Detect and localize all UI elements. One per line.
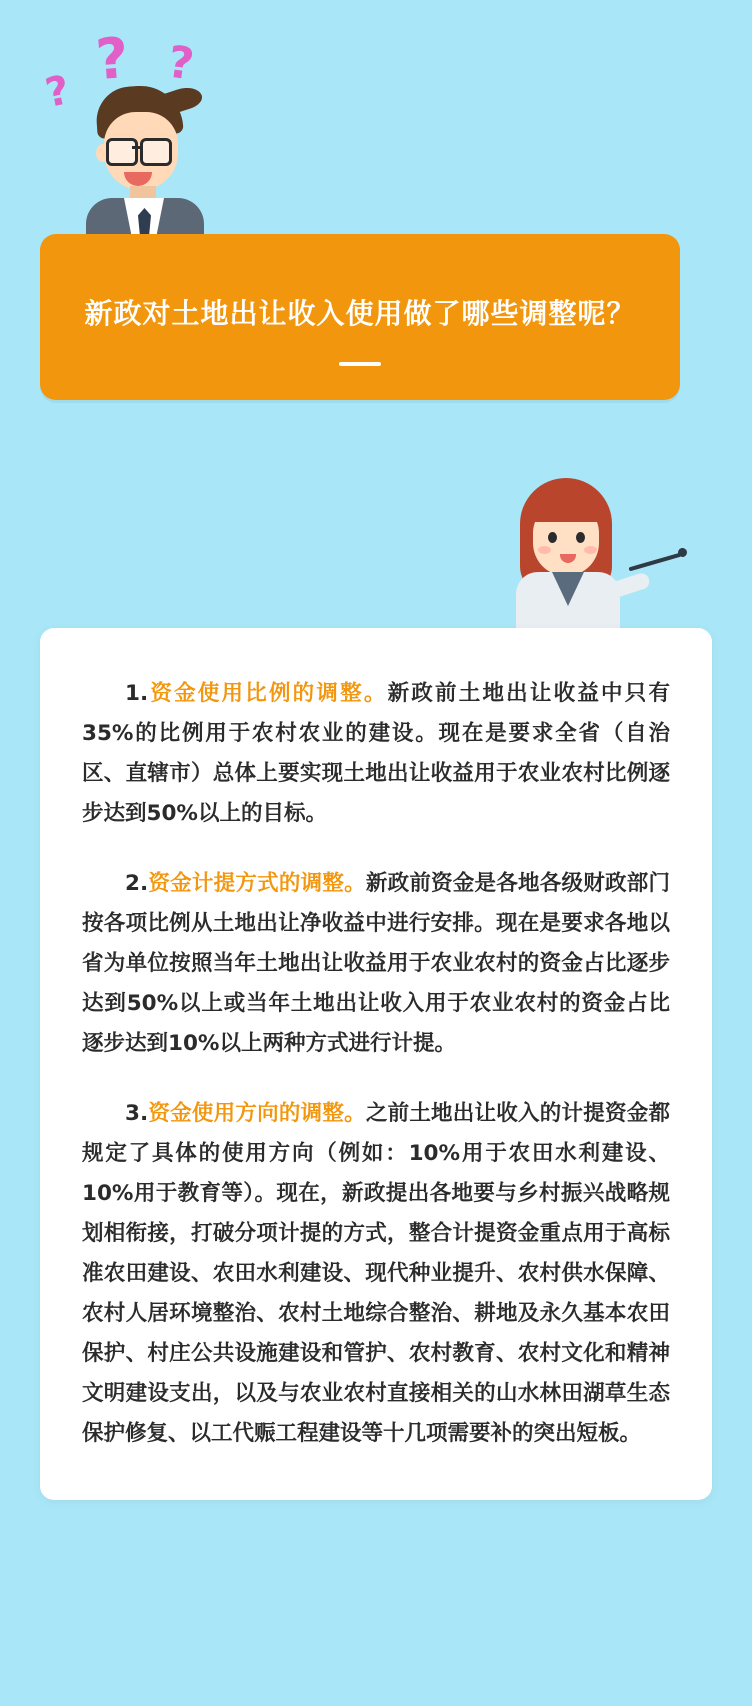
question-mark-icon: ?	[41, 67, 74, 117]
paragraph-2-body: 新政前资金是各地各级财政部门按各项比例从土地出让净收益中进行安排。现在是要求各地以省为单位按照当年土地出让收益用于农业农村的资金占比逐步达到50%以上或当年土地出让收入用于农业农村的资金占比逐步达到10%以上两种方式进行计提。	[82, 871, 670, 1056]
pointer-stick-icon	[628, 553, 681, 572]
eye-left-shape	[548, 532, 557, 543]
woman-teacher-illustration	[500, 478, 670, 628]
paragraph-3-number: 3.	[125, 1101, 149, 1126]
eye-right-shape	[576, 532, 585, 543]
glasses-right-lens-icon	[140, 138, 172, 166]
blush-left-shape	[538, 546, 551, 554]
paragraph-3-heading: 资金使用方向的调整。	[148, 1101, 366, 1126]
content-card	[40, 628, 712, 1500]
paragraph-1-heading: 资金使用比例的调整。	[148, 681, 388, 706]
title-underline-divider	[339, 362, 381, 366]
content-card-body	[82, 674, 670, 1454]
paragraph-2-heading: 资金计提方式的调整。	[148, 871, 366, 896]
hair-tuft-shape	[163, 83, 204, 115]
man-character-illustration	[78, 86, 218, 246]
glasses-left-lens-icon	[106, 138, 138, 166]
paragraph-2-number: 2.	[125, 871, 149, 896]
paragraph-1-number: 1.	[125, 681, 149, 706]
headline-banner	[40, 234, 680, 400]
paragraph-2	[82, 864, 670, 1064]
page-title: 新政对土地出让收入使用做了哪些调整呢？	[84, 297, 636, 330]
paragraph-3-body: 之前土地出让收入的计提资金都规定了具体的使用方向（例如：10%用于农田水利建设、10%用于教育等）。现在，新政提出各地要与乡村振兴战略规划相衔接，打破分项计提的方式，整合计提资金重点用于高标准农田建设、农田水利建设、现代种业提升、农村供水保障、农村人居环境整治、农村土地综合整治、耕地及永久基本农田保护、村庄公共设施建设和管护、农村教育、农村文化和精神文明建设支出，以及与农业农村直接相关的山水林田湖草生态保护修复、以工代赈工程建设等十几项需要补的突出短板。	[82, 1101, 670, 1446]
question-mark-icon: ?	[164, 36, 198, 91]
paragraph-1	[82, 674, 670, 834]
blush-right-shape	[584, 546, 597, 554]
question-mark-icon: ?	[93, 25, 131, 94]
hair-fringe-shape	[526, 490, 606, 522]
glasses-bridge-icon	[132, 146, 140, 149]
paragraph-3	[82, 1094, 670, 1454]
paragraph-1-body: 新政前土地出让收益中只有35%的比例用于农村农业的建设。现在是要求全省（自治区、直辖市）总体上要实现土地出让收益用于农业农村比例逐步达到50%以上的目标。	[82, 681, 670, 826]
